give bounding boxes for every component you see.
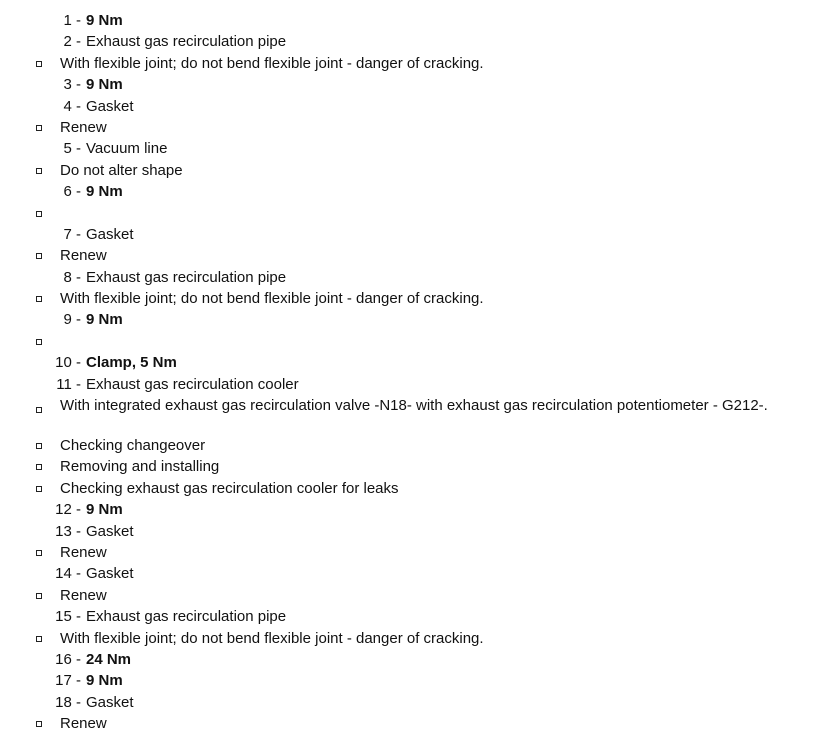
item-label: Exhaust gas recirculation pipe xyxy=(86,33,287,51)
component-item xyxy=(0,10,818,31)
item-number: 15 - xyxy=(55,608,81,626)
item-number: 7 - xyxy=(63,225,81,243)
note-item xyxy=(0,160,818,181)
note-text: With integrated exhaust gas recirculation valve -N18- with exhaust gas recirculation potentiometer - G212-. xyxy=(60,397,768,415)
component-item xyxy=(0,374,818,395)
torque-value: 9 Nm xyxy=(86,501,123,519)
parts-list-document xyxy=(0,10,818,735)
checkbox-bullet-icon xyxy=(36,253,42,259)
component-item xyxy=(0,563,818,584)
checkbox-bullet-icon xyxy=(36,593,42,599)
note-text: With flexible joint; do not bend flexible joint - danger of cracking. xyxy=(60,54,484,72)
note-text: Do not alter shape xyxy=(60,161,183,179)
note-text: Renew xyxy=(60,715,107,733)
note-item xyxy=(0,478,818,499)
note-text: Checking exhaust gas recirculation cooler for leaks xyxy=(60,479,399,497)
checkbox-bullet-icon xyxy=(36,636,42,642)
item-number: 3 - xyxy=(63,76,81,94)
note-text: Renew xyxy=(60,247,107,265)
component-item xyxy=(0,138,818,159)
component-item xyxy=(0,267,818,288)
torque-value: 24 Nm xyxy=(86,650,132,668)
checkbox-bullet-icon xyxy=(36,486,42,492)
component-item xyxy=(0,224,818,245)
note-text: Removing and installing xyxy=(60,458,220,476)
torque-value: 9 Nm xyxy=(86,672,123,690)
note-text: Renew xyxy=(60,543,107,561)
component-item xyxy=(0,96,818,117)
component-item xyxy=(0,670,818,691)
item-label: Exhaust gas recirculation pipe xyxy=(86,608,287,626)
checkbox-bullet-icon xyxy=(36,339,42,345)
item-number: 4 - xyxy=(63,97,81,115)
item-number: 8 - xyxy=(63,268,81,286)
checkbox-bullet-icon xyxy=(36,168,42,174)
torque-value: 9 Nm xyxy=(86,311,123,329)
component-item xyxy=(0,181,818,202)
note-item xyxy=(0,331,818,352)
component-item xyxy=(0,309,818,330)
note-text: Renew xyxy=(60,118,107,136)
item-number: 9 - xyxy=(63,311,81,329)
checkbox-bullet-icon xyxy=(36,61,42,67)
torque-value: 9 Nm xyxy=(86,76,123,94)
item-number: 16 - xyxy=(55,650,81,668)
component-item xyxy=(0,606,818,627)
checkbox-bullet-icon xyxy=(36,296,42,302)
checkbox-bullet-icon xyxy=(36,464,42,470)
item-label xyxy=(86,352,177,373)
item-number: 5 - xyxy=(63,140,81,158)
note-text: Renew xyxy=(60,586,107,604)
item-label xyxy=(86,670,123,691)
note-item xyxy=(0,585,818,606)
item-number: 6 - xyxy=(63,183,81,201)
item-label xyxy=(86,10,123,31)
item-label xyxy=(86,649,131,670)
component-item xyxy=(0,692,818,713)
item-label: Exhaust gas recirculation pipe xyxy=(86,268,287,286)
item-label: Gasket xyxy=(86,97,134,115)
note-item xyxy=(0,542,818,563)
checkbox-bullet-icon xyxy=(36,443,42,449)
note-item xyxy=(0,628,818,649)
item-number: 11 - xyxy=(56,375,81,393)
torque-value: Clamp, 5 Nm xyxy=(86,354,177,372)
item-label xyxy=(86,74,123,95)
item-label: Vacuum line xyxy=(86,140,168,158)
item-label: Gasket xyxy=(86,693,134,711)
note-text: Checking changeover xyxy=(60,437,206,455)
item-label: Exhaust gas recirculation cooler xyxy=(86,375,299,393)
note-item xyxy=(0,435,818,456)
note-item xyxy=(0,288,818,309)
note-text: With flexible joint; do not bend flexible joint - danger of cracking. xyxy=(60,629,484,647)
checkbox-bullet-icon xyxy=(36,211,42,217)
item-label: Gasket xyxy=(86,565,134,583)
checkbox-bullet-icon xyxy=(36,550,42,556)
note-item xyxy=(0,395,818,435)
component-item xyxy=(0,352,818,373)
item-label xyxy=(86,309,123,330)
component-item xyxy=(0,649,818,670)
item-label: Gasket xyxy=(86,225,134,243)
item-number: 1 - xyxy=(63,12,81,29)
checkbox-bullet-icon xyxy=(36,721,42,727)
note-item xyxy=(0,456,818,477)
checkbox-bullet-icon xyxy=(36,407,42,413)
item-number: 18 - xyxy=(55,693,81,711)
component-item xyxy=(0,74,818,95)
torque-value: 9 Nm xyxy=(86,183,123,201)
item-number: 14 - xyxy=(55,565,81,583)
item-number: 2 - xyxy=(63,33,81,51)
item-label: Gasket xyxy=(86,522,134,540)
component-item xyxy=(0,521,818,542)
item-number: 13 - xyxy=(55,522,81,540)
note-item xyxy=(0,53,818,74)
item-label xyxy=(86,499,123,520)
component-item xyxy=(0,31,818,52)
note-item xyxy=(0,245,818,266)
component-item xyxy=(0,499,818,520)
checkbox-bullet-icon xyxy=(36,125,42,131)
note-item xyxy=(0,203,818,224)
note-text: With flexible joint; do not bend flexible joint - danger of cracking. xyxy=(60,290,484,308)
note-item xyxy=(0,713,818,734)
item-number: 10 - xyxy=(55,354,81,372)
item-label xyxy=(86,181,123,202)
note-item xyxy=(0,117,818,138)
item-number: 17 - xyxy=(55,672,81,690)
item-number: 12 - xyxy=(55,501,81,519)
torque-value: 9 Nm xyxy=(86,12,123,29)
